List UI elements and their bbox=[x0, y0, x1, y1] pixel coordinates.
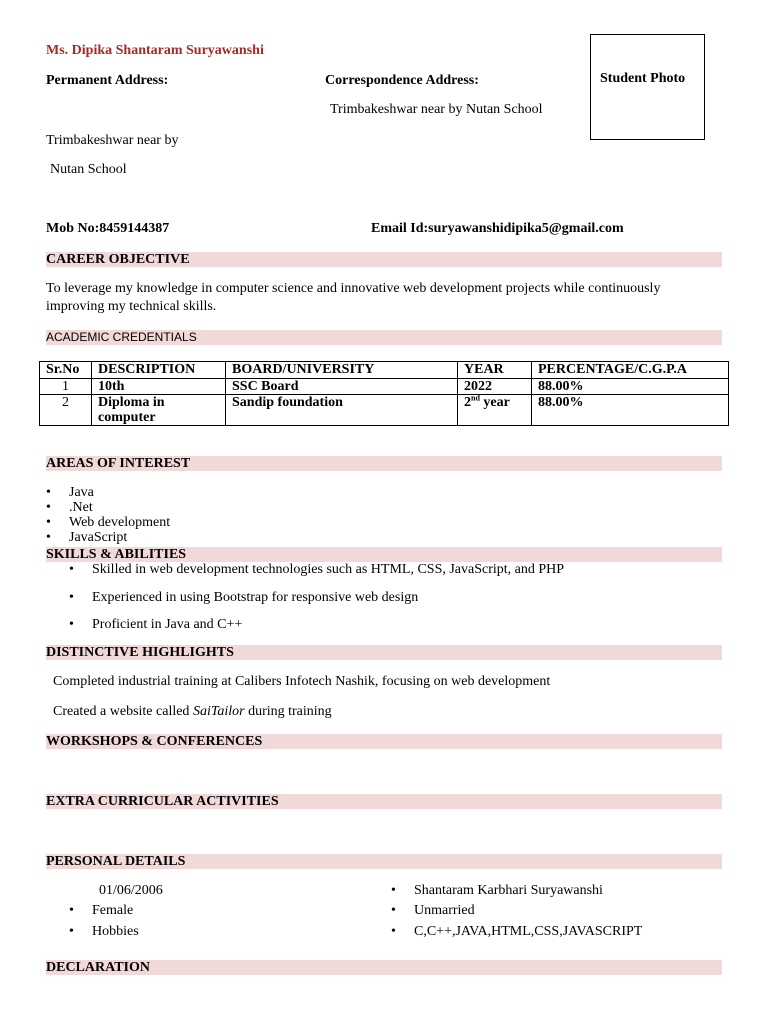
table-cell: 88.00% bbox=[532, 379, 729, 395]
skills-heading: SKILLS & ABILITIES bbox=[46, 547, 722, 562]
career-objective-line2: improving my technical skills. bbox=[46, 299, 217, 314]
personal-details-heading: PERSONAL DETAILS bbox=[46, 854, 722, 869]
table-cell: 10th bbox=[92, 379, 226, 395]
list-item: • Experienced in using Bootstrap for responsive web design bbox=[92, 590, 418, 606]
table-header-cell: DESCRIPTION bbox=[92, 362, 226, 379]
table-cell: SSC Board bbox=[226, 379, 458, 395]
correspondence-address-label: Correspondence Address: bbox=[325, 73, 479, 88]
highlight-line2: Created a website called SaiTailor during training bbox=[53, 704, 332, 719]
declaration-heading: DECLARATION bbox=[46, 960, 722, 975]
gender: • Female bbox=[92, 903, 133, 919]
permanent-address-label: Permanent Address: bbox=[46, 73, 169, 88]
correspondence-address-value: Trimbakeshwar near by Nutan School bbox=[330, 102, 543, 117]
table-cell: 2 bbox=[40, 395, 92, 426]
email-id: Email Id:suryawanshidipika5@gmail.com bbox=[371, 221, 624, 236]
table-cell: Sandip foundation bbox=[226, 395, 458, 426]
list-item: • JavaScript bbox=[69, 530, 127, 546]
list-item: • Skilled in web development technologies such as HTML, CSS, JavaScript, and PHP bbox=[92, 562, 564, 578]
list-item: • Web development bbox=[69, 515, 170, 531]
list-item: • Proficient in Java and C++ bbox=[92, 617, 242, 633]
list-item: • Java bbox=[69, 485, 94, 501]
table-header-cell: PERCENTAGE/C.G.P.A bbox=[532, 362, 729, 379]
table-cell: 2022 bbox=[458, 379, 532, 395]
academic-table bbox=[39, 361, 729, 426]
table-header-cell: Sr.No bbox=[40, 362, 92, 379]
languages-known: • C,C++,JAVA,HTML,CSS,JAVASCRIPT bbox=[414, 924, 642, 940]
career-objective-heading: CAREER OBJECTIVE bbox=[46, 252, 722, 267]
permanent-address-line1: Trimbakeshwar near by bbox=[46, 133, 179, 148]
father-name: • Shantaram Karbhari Suryawanshi bbox=[414, 883, 603, 899]
table-header-row bbox=[40, 362, 729, 379]
career-objective-line1: To leverage my knowledge in computer science and innovative web development projects while continuously bbox=[46, 281, 661, 296]
table-cell: 1 bbox=[40, 379, 92, 395]
date-of-birth: 01/06/2006 bbox=[99, 883, 163, 898]
permanent-address-line2: Nutan School bbox=[50, 162, 127, 177]
distinctive-highlights-heading: DISTINCTIVE HIGHLIGHTS bbox=[46, 645, 722, 660]
student-photo-label: Student Photo bbox=[600, 71, 686, 86]
candidate-name: Ms. Dipika Shantaram Suryawanshi bbox=[46, 43, 264, 58]
table-row bbox=[40, 395, 729, 426]
table-cell: 2nd year bbox=[458, 395, 532, 426]
extra-curricular-heading: EXTRA CURRICULAR ACTIVITIES bbox=[46, 794, 722, 809]
areas-of-interest-heading: AREAS OF INTEREST bbox=[46, 456, 722, 471]
hobbies: • Hobbies bbox=[92, 924, 139, 940]
table-cell: 88.00% bbox=[532, 395, 729, 426]
marital-status: • Unmarried bbox=[414, 903, 475, 919]
list-item: • .Net bbox=[69, 500, 93, 516]
highlight-line1: Completed industrial training at Calibers Infotech Nashik, focusing on web development bbox=[53, 674, 551, 689]
student-photo-box bbox=[590, 34, 705, 140]
academic-credentials-heading: ACADEMIC CREDENTIALS bbox=[46, 330, 722, 345]
table-cell: Diploma in computer bbox=[92, 395, 226, 426]
mobile-number: Mob No:8459144387 bbox=[46, 221, 170, 236]
table-header-cell: BOARD/UNIVERSITY bbox=[226, 362, 458, 379]
workshops-heading: WORKSHOPS & CONFERENCES bbox=[46, 734, 722, 749]
table-header-cell: YEAR bbox=[458, 362, 532, 379]
table-row bbox=[40, 379, 729, 395]
